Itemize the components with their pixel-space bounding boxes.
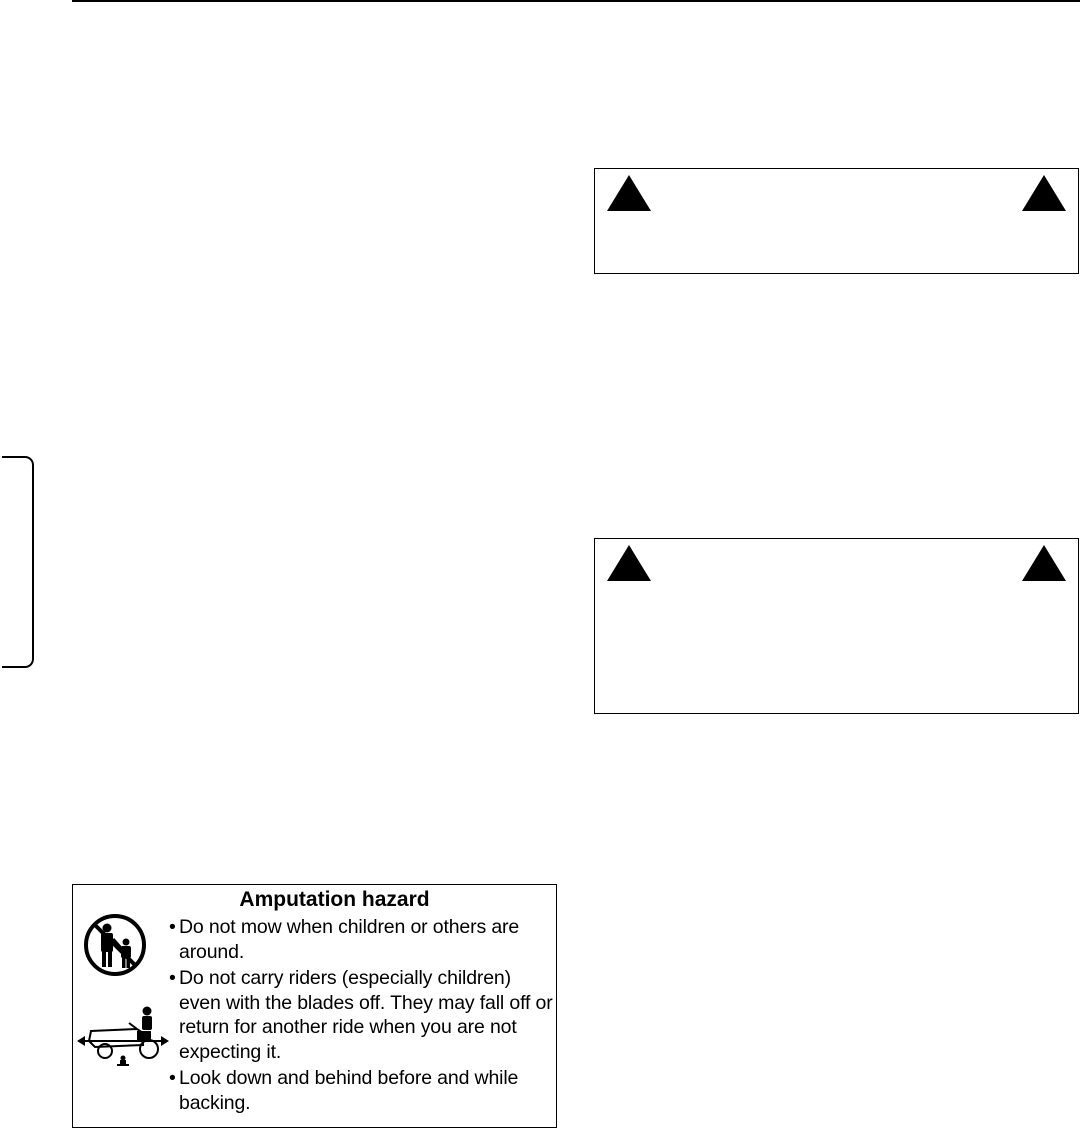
section-tab	[2, 456, 34, 668]
hazard-item	[169, 915, 553, 964]
hazard-title: Amputation hazard	[239, 888, 430, 911]
hazard-item	[169, 966, 553, 1064]
hazard-list	[169, 915, 553, 1117]
amputation-hazard-label	[72, 884, 557, 1128]
riding-mower-icon	[77, 1001, 169, 1067]
hazard-item-text: Do not carry riders (especially children) even with the blades off. They may fall off or return for another ride when you are not expecting it.	[179, 967, 553, 1063]
hazard-item-text: Look down and behind before and while backing.	[179, 1067, 519, 1114]
top-rule	[72, 0, 1080, 2]
warning-triangle-icon	[607, 175, 651, 211]
warning-triangle-icon	[1022, 175, 1066, 211]
warning-box-1	[594, 168, 1079, 274]
warning-box-2	[594, 538, 1079, 714]
hazard-item	[169, 1066, 553, 1115]
hazard-item-text: Do not mow when children or others are around.	[179, 916, 520, 963]
bullet: •	[169, 967, 176, 989]
bullet: •	[169, 916, 176, 938]
bullet: •	[169, 1067, 176, 1089]
warning-triangle-icon	[1022, 545, 1066, 581]
no-children-icon	[83, 913, 147, 977]
warning-triangle-icon	[607, 545, 651, 581]
